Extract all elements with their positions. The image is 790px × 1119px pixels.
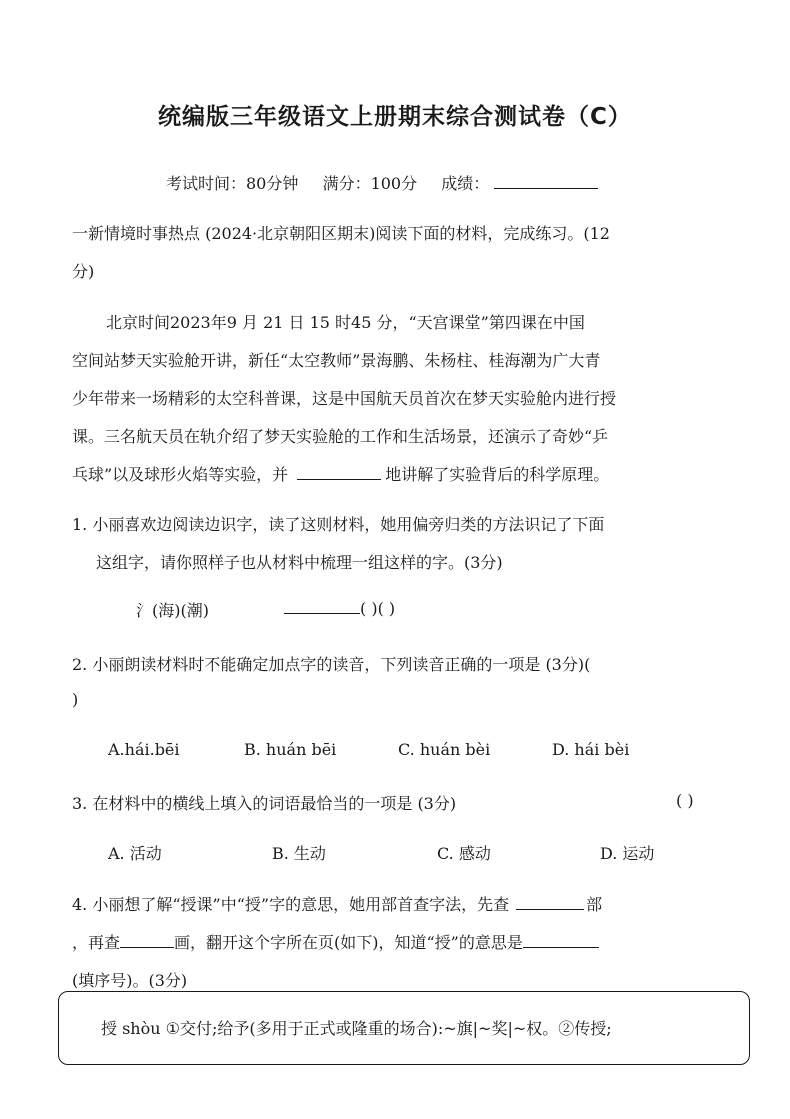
q4-meaning-blank[interactable] [523,932,599,948]
q4-text-end: (填序号)。(3分) [72,971,188,990]
q2-text: 2. 小丽朗读材料时不能确定加点字的读音，下列读音正确的一项是 (3分)( [72,655,591,674]
passage-line-last [72,462,609,485]
passage-blank[interactable] [297,464,381,480]
passage-line: 空间站梦天实验舱开讲，新任“太空教师”景海鹏、朱杨柱、桂海潮为广大青 [72,351,601,370]
q4-text-part: 画，翻开这个字所在页(如下)，知道“授”的意思是 [174,933,523,952]
q3-option-b[interactable]: B. 生动 [272,844,326,863]
q4-text-part: ，再查 [72,933,121,952]
passage-text: 地讲解了实验背后的科学原理。 [385,465,610,484]
q3-text: 3. 在材料中的横线上填入的词语最恰当的一项是 (3分) [72,794,457,813]
q2-option-b[interactable]: B. huán bēi [244,740,337,759]
q1-answer-parens[interactable]: ( )( ) [360,599,396,618]
score-blank[interactable] [494,173,598,189]
q3-option-d[interactable]: D. 运动 [600,844,655,863]
exam-title: 统编版三年级语文上册期末综合测试卷（C） [158,104,632,130]
q1-text-cont: 这组字，请你照样子也从材料中梳理一组这样的字。(3分) [96,553,503,572]
q4-stroke-blank[interactable] [120,932,174,948]
exam-meta [166,171,598,194]
passage-line: 课。三名航天员在轨介绍了梦天实验舱的工作和生活场景，还演示了奇妙“乒 [72,427,609,446]
passage-line: 少年带来一场精彩的太空科普课，这是中国航天员首次在梦天实验舱内进行授 [72,389,617,408]
q2-option-a[interactable]: A.hái.bēi [108,740,180,759]
q4-text [72,892,602,915]
q3-option-c[interactable]: C. 感动 [437,844,491,863]
q4-text-cont [72,930,599,953]
q2-option-c[interactable]: C. huán bèi [398,740,491,759]
q1-answer [284,598,395,618]
q4-radical-blank[interactable] [516,894,584,910]
q2-option-d[interactable]: D. hái bèi [552,740,630,759]
q3-option-a[interactable]: A. 活动 [108,844,162,863]
q1-text: 1. 小丽喜欢边阅读边识字，读了这则材料，她用偏旁归类的方法识记了下面 [72,515,605,534]
q1-example: 氵(海)(潮) [136,601,209,620]
q4-text-part: 部 [586,895,603,914]
q2-paren-close: ) [72,690,79,709]
q3-answer-paren[interactable]: ( ) [676,791,694,810]
q4-text-part: 4. 小丽想了解“授课”中“授”字的意思，她用部首查字法，先查 [72,895,510,914]
section-heading: 一新情境时事热点 (2024·北京朝阳区期末)阅读下面的材料，完成练习。(12 [72,224,610,243]
dictionary-entry-box [58,991,750,1065]
exam-time: 考试时间：80分钟 [166,174,299,193]
passage-text: 乓球”以及球形火焰等实验，并 [72,465,289,484]
full-score: 满分：100分 [322,174,418,193]
q1-radical-blank[interactable] [284,598,360,614]
passage-line: 北京时间2023年9 月 21 日 15 时45 分，“天宫课堂”第四课在中国 [106,313,585,332]
section-heading-cont: 分) [72,262,95,281]
dictionary-entry: 授 shòu ①交付;给予(多用于正式或隆重的场合):~旗|~奖|~权。②传授; [101,1019,612,1038]
score-label: 成绩： [441,174,490,193]
